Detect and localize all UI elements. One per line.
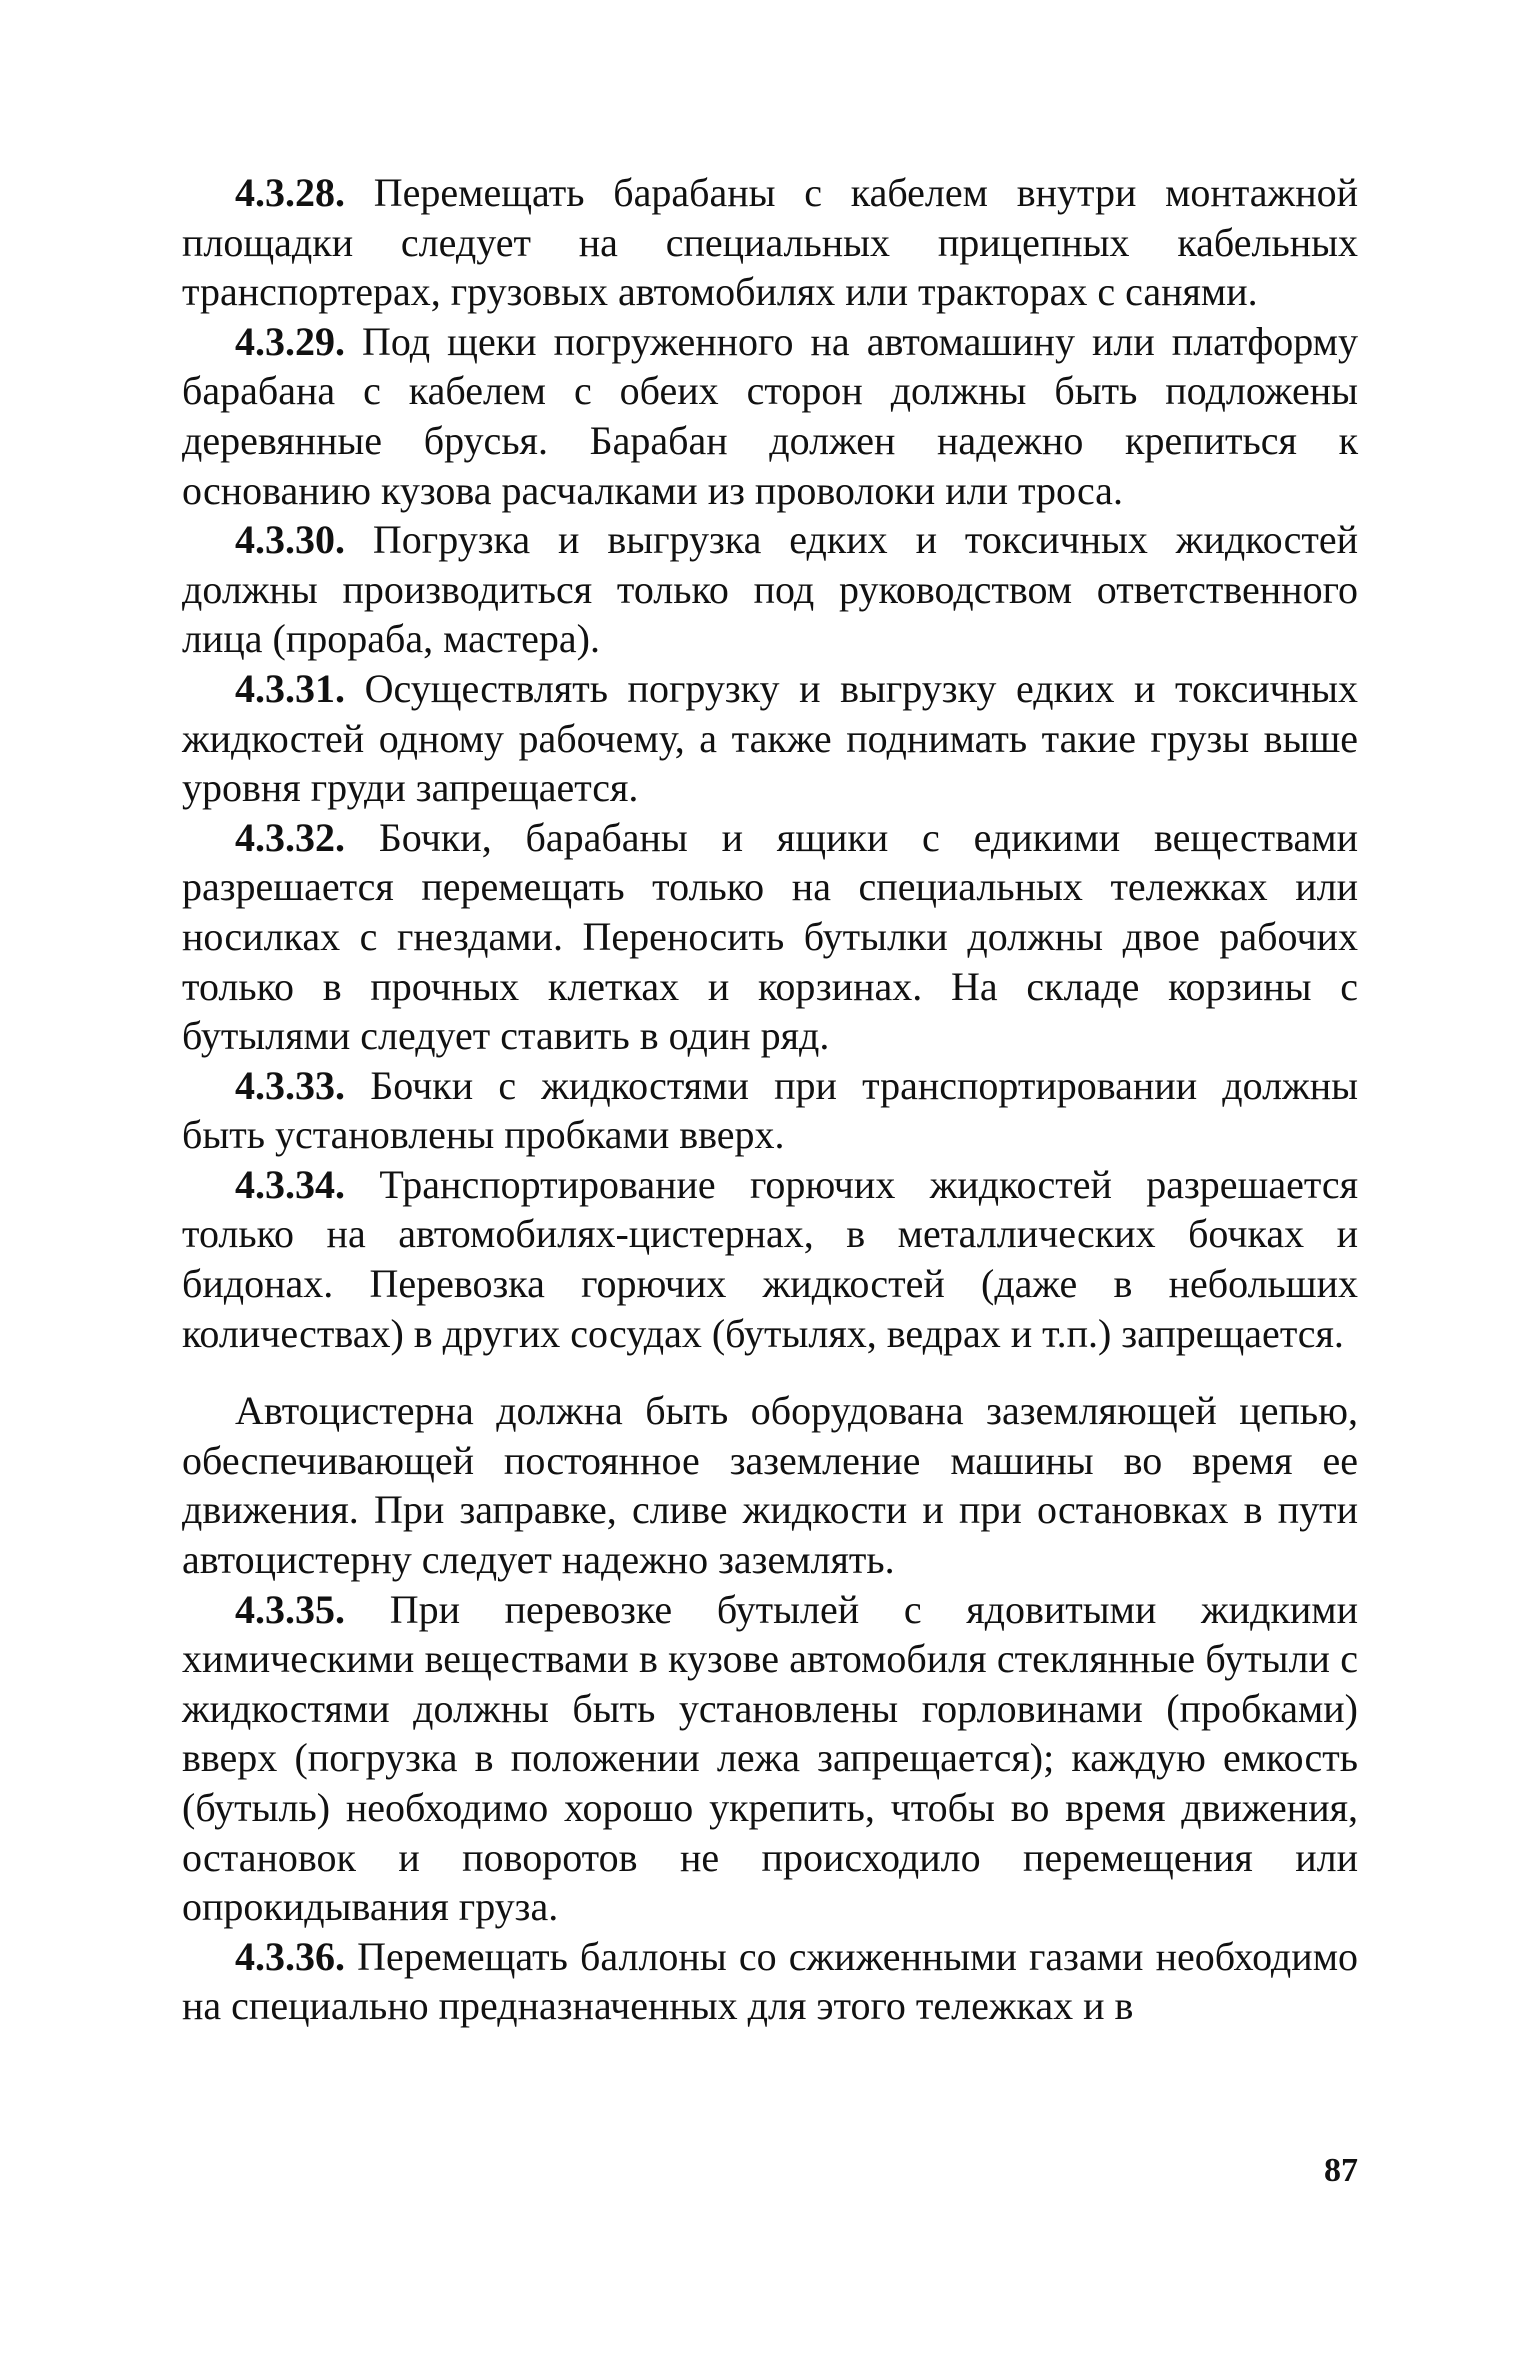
paragraph-text: Перемещать барабаны с кабелем внутри монтажной площадки следует на специальных прицепных кабельных транспортерах, грузовых автомобилях или тракторах с санями.	[182, 170, 1359, 315]
paragraph-text: Автоцистерна должна быть оборудована заземляющей цепью, обеспечивающей постоянное заземление машины во время ее движения. При заправке, сливе жидкости и при остановках в пути автоцистерну следует надежно заземлять.	[182, 1388, 1358, 1583]
paragraph-4-3-34	[182, 1160, 1358, 1358]
paragraph-number: 4.3.31.	[235, 665, 345, 711]
paragraph-text: Под щеки погруженного на автомашину или платформу барабана с кабелем с обеих сторон должны быть подложены деревянные брусья. Барабан должен надежно крепиться к основанию кузова расчалками из проволоки или троса.	[182, 318, 1358, 513]
paragraph-4-3-29	[182, 317, 1358, 515]
paragraph-number: 4.3.35.	[235, 1586, 345, 1632]
paragraph-text: При перевозке бутылей с ядовитыми жидкими химическими веществами в кузове автомобиля стеклянные бутыли с жидкостями должны быть установлены горловинами (пробками) вверх (погрузка в положении лежа запрещается); каждую емкость (бутыль) необходимо хорошо укрепить, чтобы во время движения, остановок и поворотов не происходило перемещения или опрокидывания груза.	[182, 1586, 1359, 1930]
page-number: 87	[1324, 2152, 1358, 2189]
paragraph-number: 4.3.34.	[235, 1161, 345, 1207]
paragraph-4-3-33	[182, 1061, 1358, 1160]
paragraph-4-3-31	[182, 664, 1358, 813]
paragraph-text: Осуществлять погрузку и выгрузку едких и токсичных жидкостей одному рабочему, а также поднимать такие грузы выше уровня груди запрещается.	[182, 665, 1359, 811]
paragraph-number: 4.3.33.	[235, 1062, 345, 1108]
paragraph-number: 4.3.28.	[235, 170, 345, 215]
document-body	[182, 168, 1358, 2031]
paragraph-number: 4.3.32.	[235, 814, 345, 860]
paragraph-number: 4.3.36.	[235, 1933, 345, 1979]
paragraph-4-3-32	[182, 813, 1358, 1061]
paragraph-text: Транспортирование горючих жидкостей разрешается только на автомобилях-цистернах, в металлических бочках и бидонах. Перевозка горючих жидкостей (даже в небольших количествах) в других сосудах (бутылях, ведрах и т.п.) запрещается.	[182, 1161, 1358, 1356]
paragraph-4-3-35	[182, 1585, 1358, 1932]
paragraph-4-3-28	[182, 168, 1358, 317]
paragraph-text: Бочки с жидкостями при транспортировании должны быть установлены пробками вверх.	[182, 1062, 1359, 1158]
paragraph-number: 4.3.29.	[235, 318, 345, 364]
paragraph-4-3-36	[182, 1932, 1358, 2031]
paragraph-4-3-30	[182, 515, 1358, 664]
paragraph-tanker-grounding	[182, 1386, 1358, 1584]
paragraph-text: Перемещать баллоны со сжиженными газами необходимо на специально предназначенных для этого тележках и в	[182, 1933, 1359, 2029]
paragraph-text: Бочки, барабаны и ящики с едикими веществами разрешается перемещать только на специальных тележках или носилках с гнездами. Переносить бутылки должны двое рабочих только в прочных клетках и корзинах. На складе корзины с бутылями следует ставить в один ряд.	[182, 814, 1358, 1059]
paragraph-number: 4.3.30.	[235, 517, 345, 563]
paragraph-text: Погрузка и выгрузка едких и токсичных жидкостей должны производиться только под руководством ответственного лица (прораба, мастера).	[182, 517, 1358, 662]
